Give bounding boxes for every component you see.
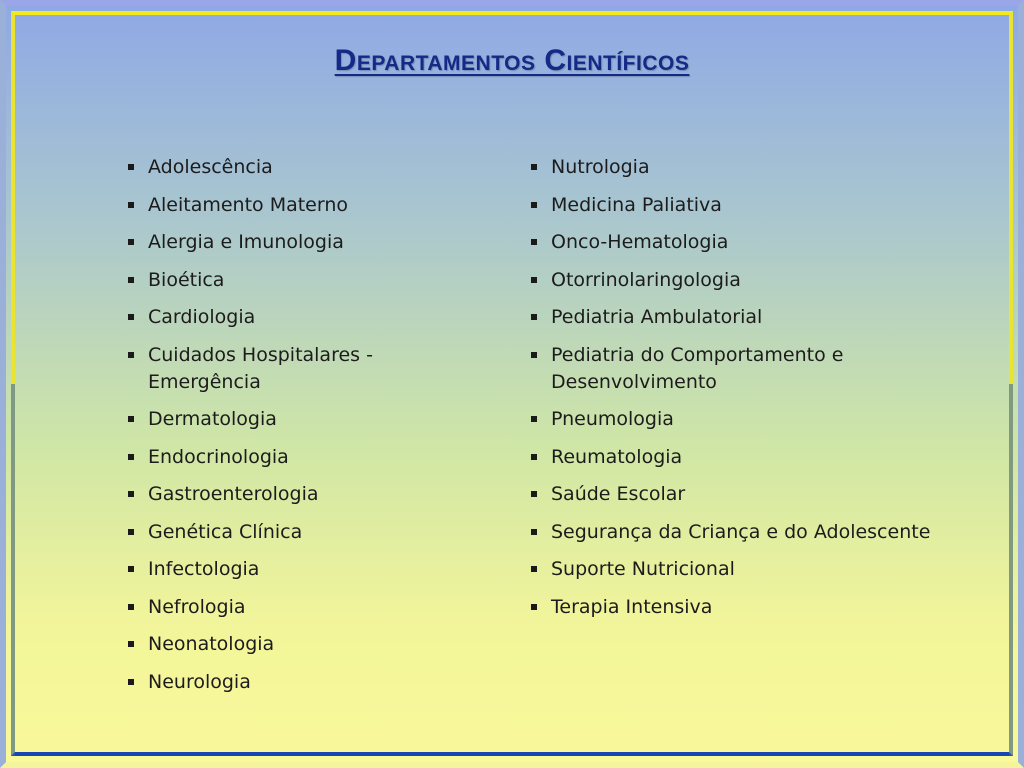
department-name: Pediatria Ambulatorial [551, 306, 763, 328]
square-bullet-icon [531, 164, 537, 170]
department-name: Dermatologia [148, 408, 277, 430]
square-bullet-icon [531, 352, 537, 358]
square-bullet-icon [531, 529, 537, 535]
department-name: Alergia e Imunologia [148, 231, 344, 253]
left-column-list [128, 154, 468, 706]
square-bullet-icon [531, 454, 537, 460]
square-bullet-icon [531, 202, 537, 208]
department-list-item [531, 192, 931, 219]
square-bullet-icon [128, 491, 134, 497]
department-name: Endocrinologia [148, 445, 289, 468]
square-bullet-icon [128, 641, 134, 647]
square-bullet-icon [531, 604, 537, 610]
department-name: Saúde Escolar [551, 483, 686, 505]
department-list-item [128, 229, 468, 256]
right-column-list [531, 154, 931, 631]
square-bullet-icon [128, 416, 134, 422]
department-name: Segurança da Criança e do Adolescente [551, 520, 931, 543]
department-list-item [128, 342, 468, 396]
square-bullet-icon [128, 679, 134, 685]
department-name: Otorrinolaringologia [551, 268, 741, 291]
department-name: Genética Clínica [148, 520, 303, 543]
square-bullet-icon [128, 352, 134, 358]
department-list-item [531, 406, 931, 433]
square-bullet-icon [531, 491, 537, 497]
department-name: Neurologia [148, 670, 251, 693]
department-list-item [128, 154, 468, 181]
square-bullet-icon [128, 454, 134, 460]
department-name: Nutrologia [551, 156, 650, 178]
department-name: Onco-Hematologia [551, 231, 729, 253]
department-list-item [531, 304, 931, 331]
department-list-item [531, 342, 931, 396]
square-bullet-icon [531, 566, 537, 572]
square-bullet-icon [531, 416, 537, 422]
department-list-item [531, 556, 931, 583]
square-bullet-icon [128, 239, 134, 245]
department-name: Pneumologia [551, 408, 674, 430]
department-name: Neonatologia [148, 633, 275, 655]
square-bullet-icon [128, 604, 134, 610]
department-list-item [128, 519, 468, 546]
department-list-item [128, 304, 468, 331]
department-list-item [128, 192, 468, 219]
department-name: Reumatologia [551, 445, 683, 468]
department-list-item [128, 631, 468, 658]
department-name: Cuidados Hospitalares - Emergência [148, 343, 373, 393]
department-list-item [128, 594, 468, 621]
slide-title: Departamentos Científicos [334, 44, 690, 77]
department-list-item [531, 154, 931, 181]
department-list-item [128, 669, 468, 696]
department-list-item [128, 267, 468, 294]
department-list-item [128, 481, 468, 508]
department-list-item [531, 519, 931, 546]
department-list-item [128, 444, 468, 471]
square-bullet-icon [128, 314, 134, 320]
department-name: Infectologia [148, 558, 260, 580]
department-name: Suporte Nutricional [551, 558, 735, 580]
square-bullet-icon [128, 164, 134, 170]
square-bullet-icon [128, 566, 134, 572]
department-name: Bioética [148, 268, 225, 291]
square-bullet-icon [128, 529, 134, 535]
square-bullet-icon [531, 277, 537, 283]
department-list-item [128, 556, 468, 583]
department-name: Pediatria do Comportamento e Desenvolvimento [551, 343, 844, 393]
department-list-item [531, 481, 931, 508]
square-bullet-icon [531, 239, 537, 245]
department-name: Aleitamento Materno [148, 193, 349, 216]
square-bullet-icon [531, 314, 537, 320]
department-name: Medicina Paliativa [551, 193, 722, 216]
department-name: Gastroenterologia [148, 483, 319, 505]
department-list-item [531, 444, 931, 471]
department-list-item [128, 406, 468, 433]
department-name: Adolescência [148, 156, 273, 178]
department-name: Cardiologia [148, 306, 256, 328]
department-name: Nefrologia [148, 595, 246, 618]
department-name: Terapia Intensiva [551, 595, 713, 618]
department-list-item [531, 229, 931, 256]
square-bullet-icon [128, 202, 134, 208]
department-list-item [531, 594, 931, 621]
square-bullet-icon [128, 277, 134, 283]
department-list-item [531, 267, 931, 294]
